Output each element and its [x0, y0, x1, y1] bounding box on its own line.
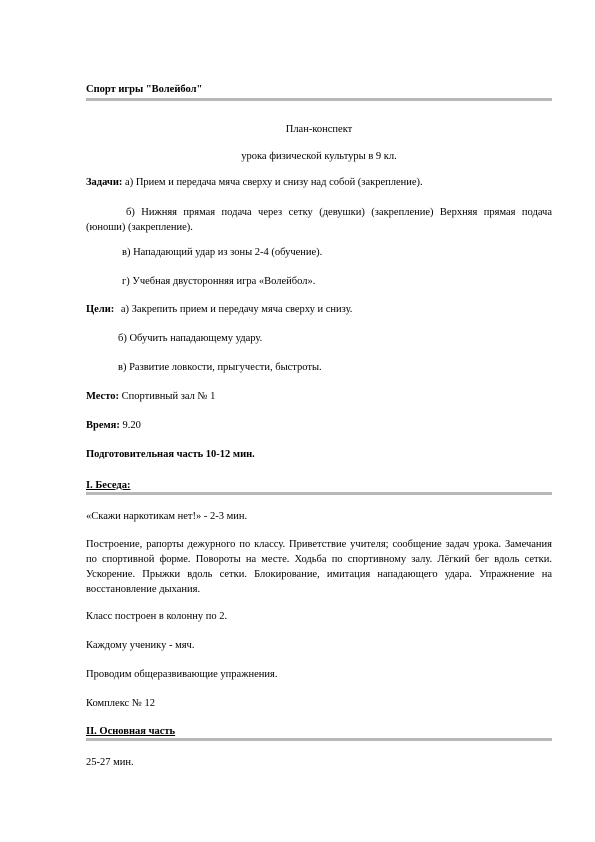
tasks-item-b: б) Нижняя прямая подача через сетку (девушки) (закрепление) Верхняя прямая подача (юноши) (закрепление).	[86, 207, 552, 233]
plan-title: План-конспект	[285, 124, 353, 135]
goals-item-v: в) Развитие ловкости, прыгучести, быстроты.	[118, 362, 322, 373]
place-label: Место:	[86, 391, 119, 402]
section1-heading: I. Беседа:	[86, 480, 131, 491]
document-header-title: Спорт игры "Волейбол"	[86, 84, 203, 95]
section1-slogan: «Скажи наркотикам нет!» - 2-3 мин.	[86, 511, 248, 522]
tasks-item-v: в) Нападающий удар из зоны 2-4 (обучение).	[122, 247, 323, 258]
goals-item-b: б) Обучить нападающему удару.	[118, 333, 263, 344]
plan-subtitle: урока физической культуры в 9 кл.	[241, 151, 397, 162]
section2-divider	[86, 738, 552, 741]
place-line	[86, 390, 215, 404]
section1-line3: Проводим общеразвивающие упражнения.	[86, 669, 278, 680]
time-label: Время:	[86, 420, 120, 431]
goals-label: Цели:	[86, 304, 115, 315]
section1-line1: Класс построен в колонну по 2.	[86, 611, 228, 622]
tasks-item-a: а) Прием и передача мяча сверху и снизу над собой (закрепление).	[125, 177, 423, 188]
prep-heading: Подготовительная часть 10-12 мин.	[86, 449, 255, 460]
section2-duration: 25-27 мин.	[86, 757, 134, 768]
goals-line-a	[86, 303, 352, 317]
time-line	[86, 419, 141, 433]
time-value: 9.20	[122, 420, 141, 431]
section1-divider	[86, 492, 552, 495]
tasks-label: Задачи:	[86, 177, 123, 188]
section1-line2: Каждому ученику - мяч.	[86, 640, 195, 651]
section1-paragraph: Построение, рапорты дежурного по классу. Приветствие учителя; сообщение задач урока. Замечания по спортивной форме. Повороты на месте. Ходьба по спортивному залу. Лёгкий бег вдоль сетки. Ускорение. Прыжки вдоль сетки. Блокирование, имитация нападающего удара. Упражнение на восстановление дыхания.	[86, 539, 552, 595]
tasks-item-g: г) Учебная двусторонняя игра «Волейбол».	[122, 276, 316, 287]
header-divider	[86, 98, 552, 101]
place-value: Спортивный зал № 1	[121, 391, 216, 402]
tasks-line-a	[86, 176, 423, 190]
section2-heading: II. Основная часть	[86, 726, 176, 737]
section1-line4: Комплекс № 12	[86, 698, 155, 709]
goals-item-a: а) Закрепить прием и передачу мяча сверху и снизу.	[120, 304, 353, 315]
